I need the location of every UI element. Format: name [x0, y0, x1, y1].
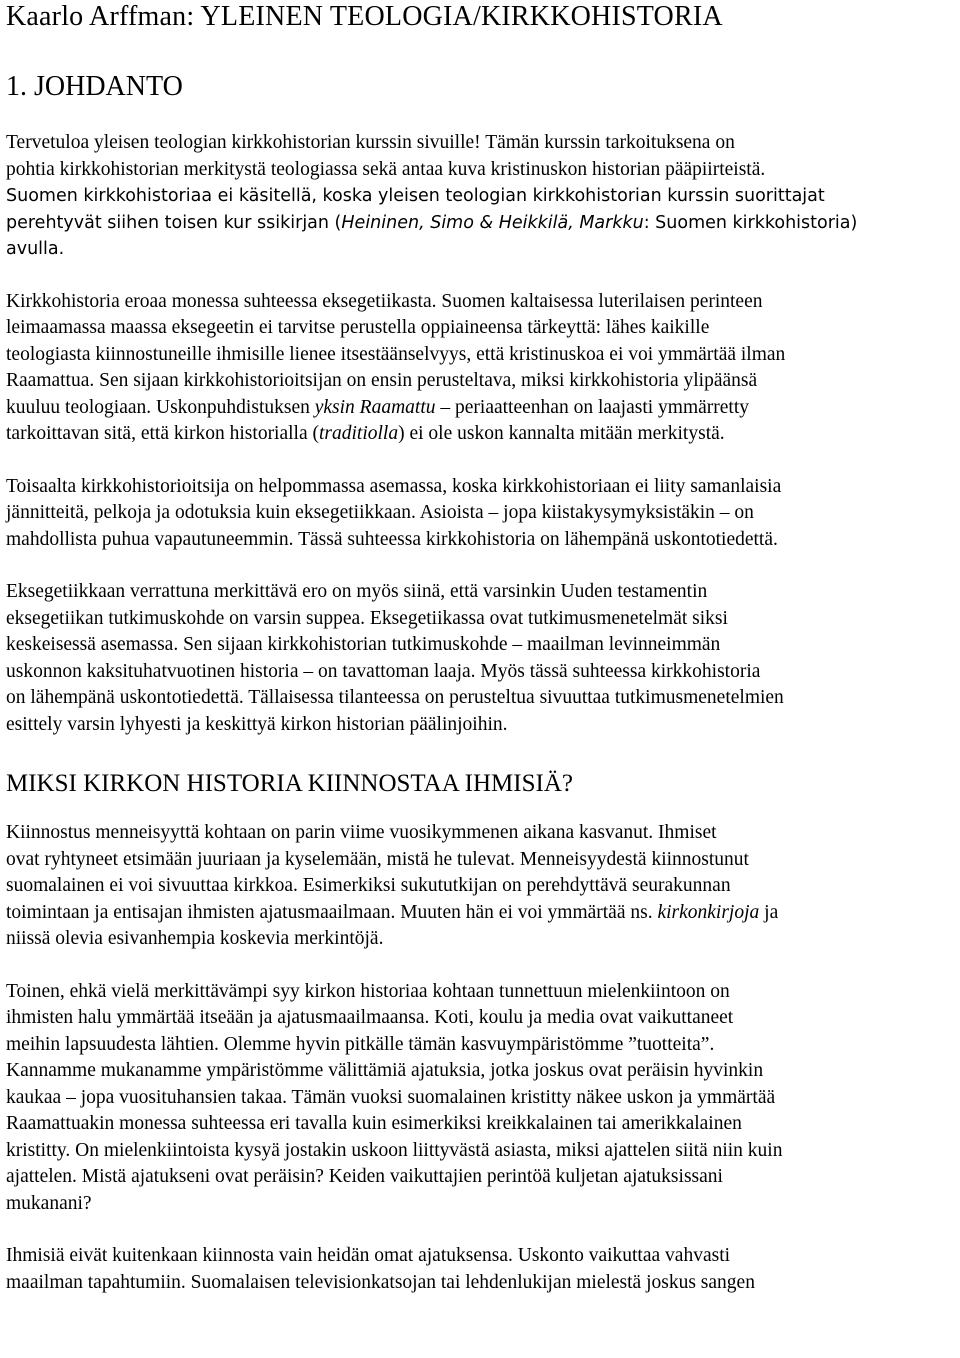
paragraph-intro	[6, 130, 958, 263]
document-title: Kaarlo Arffman: YLEINEN TEOLOGIA/KIRKKOHISTORIA	[6, 1, 723, 32]
text-line: mukanani?	[6, 1192, 92, 1214]
text-line: kuuluu teologiaan. Uskonpuhdistuksen yksin Raamattu – periaatteenhan on laajasti ymmärretty	[6, 396, 750, 418]
text-line: maailman tapahtumiin. Suomalaisen televisionkatsojan tai lehdenlukijan mielestä joskus sangen	[6, 1271, 755, 1293]
text-line: eksegetiikan tutkimuskohde on varsin suppea. Eksegetiikassa ovat tutkimusmenetelmät siksi	[6, 607, 728, 629]
paragraph-self-understanding	[6, 979, 958, 1218]
section-heading: 1. JOHDANTO	[6, 71, 183, 102]
text-line: on lähempänä uskontotiedettä. Tällaisessa tilanteessa on perusteltua sivuuttaa tutkimusmenetelmien	[6, 687, 784, 708]
text-line: kristitty. On mielenkiintoista kysyä jostakin uskoon liittyvästä asiasta, miksi ajattelen siitä niin kuin	[6, 1139, 783, 1161]
document-page	[6, 0, 958, 1296]
text-line: jännitteitä, pelkoja ja odotuksia kuin eksegetiikkaan. Asioista – jopa kiistakysymyksistäkin – on	[6, 502, 754, 523]
emphasis-text: kirkonkirjoja	[657, 901, 760, 923]
paragraph-world-events	[6, 1243, 958, 1296]
text-line: Toinen, ehkä vielä merkittävämpi syy kirkon historiaa kohtaan tunnettuun mielenkiintoon on	[6, 980, 730, 1002]
text-line: Eksegetiikkaan verrattuna merkittävä ero on myös siinä, että varsinkin Uuden testamentin	[6, 581, 708, 602]
text-line: Toisaalta kirkkohistorioitsija on helpommassa asemassa, koska kirkkohistoriaan ei liity samanlaisia	[6, 475, 782, 497]
paragraph-tensions	[6, 474, 958, 554]
text-line: ihmisten halu ymmärtää itseään ja ajatusmaailmaansa. Koti, koulu ja media ovat vaikuttaneet	[6, 1007, 734, 1028]
text-line: esittely varsin lyhyesti ja keskittyä kirkon historian päälinjoihin.	[6, 713, 508, 735]
text-line: Tervetuloa yleisen teologian kirkkohistorian kurssin sivuille! Tämän kurssin tarkoituksena on	[6, 132, 735, 153]
text-line: niissä olevia esivanhempia koskevia merkintöjä.	[6, 928, 384, 949]
paragraph-exegetics	[6, 289, 958, 448]
text-line: ovat ryhtyneet etsimään juuriaan ja kyselemään, mistä he tulevat. Menneisyydestä kiinnostunut	[6, 848, 749, 870]
text-line: leimaamassa maassa eksegeetin ei tarvitse perustella oppiaineensa tärkeyttä: lähes kaikille	[6, 317, 710, 338]
text-line: keskeisessä asemassa. Sen sijaan kirkkohistorian tutkimuskohde – maailman levinneimmän	[6, 634, 721, 655]
text-line: Kannamme mukanamme ympäristömme välittämiä ajatuksia, jotka joskus ovat peräisin hyvinkin	[6, 1060, 764, 1081]
text-line: uskonnon kaksituhatvuotinen historia – on tavattoman laaja. Myös tässä suhteessa kirkkohistoria	[6, 660, 761, 682]
text-line: perehtyvät siihen toisen kur ssikirjan (Heininen, Simo & Heikkilä, Markku: Suomen kirkkohistoria)	[6, 212, 858, 233]
text-line: kaukaa – jopa vuosituhansien takaa. Tämän vuoksi suomalainen kristitty näkee uskon ja ymmärtää	[6, 1086, 776, 1108]
text-line: ajattelen. Mistä ajatukseni ovat peräisin? Keiden vaikuttajien perintöä kuljetan ajatuksissani	[6, 1166, 723, 1187]
text-line: Raamattuakin monessa suhteessa eri tavalla kuin esimerkiksi kreikkalainen tai amerikkalainen	[6, 1113, 742, 1134]
text-line: Kirkkohistoria eroaa monessa suhteessa eksegetiikasta. Suomen kaltaisessa luterilaisen perinteen	[6, 290, 763, 312]
text-line: Suomen kirkkohistoriaa ei käsitellä, koska yleisen teologian kirkkohistorian kurssin suorittajat	[6, 186, 825, 206]
subheading: MIKSI KIRKON HISTORIA KIINNOSTAA IHMISIÄ?	[6, 770, 573, 797]
book-authors: Heininen, Simo & Heikkilä, Markku	[341, 212, 644, 233]
emphasis-text: traditiolla	[319, 423, 399, 444]
text-line: pohtia kirkkohistorian merkitystä teologiassa sekä antaa kuva kristinuskon historian pääpiirteistä.	[6, 158, 766, 180]
text-line: meihin lapsuudesta lähtien. Olemme hyvin pitkälle tämän kasvuympäristömme ”tuotteita”.	[6, 1033, 715, 1055]
text-line: mahdollista puhua vapautuneemmin. Tässä suhteessa kirkkohistoria on lähempänä uskontotiedettä.	[6, 528, 778, 550]
text-line: avulla.	[6, 239, 65, 259]
emphasis-text: yksin Raamattu	[314, 396, 436, 418]
text-line: Kiinnostus menneisyyttä kohtaan on parin viime vuosikymmenen aikana kasvanut. Ihmiset	[6, 822, 717, 843]
paragraph-interest	[6, 820, 958, 953]
text-line: tarkoittavan sitä, että kirkon historialla (traditiolla) ei ole uskon kannalta mitään merkitystä.	[6, 423, 725, 444]
paragraph-methods	[6, 579, 958, 738]
text-line: toimintaan ja entisajan ihmisten ajatusmaailmaan. Muuten hän ei voi ymmärtää ns. kirkonkirjoja ja	[6, 901, 779, 923]
text-line: teologiasta kiinnostuneille ihmisille lienee itsestäänselvyys, että kristinuskoa ei voi ymmärtää ilman	[6, 343, 786, 365]
text-line: suomalainen ei voi sivuuttaa kirkkoa. Esimerkiksi sukututkijan on perehdyttävä seurakunnan	[6, 875, 731, 896]
text-line: Ihmisiä eivät kuitenkaan kiinnosta vain heidän omat ajatuksensa. Uskonto vaikuttaa vahvasti	[6, 1245, 731, 1266]
text-line: Raamattua. Sen sijaan kirkkohistorioitsijan on ensin perusteltava, miksi kirkkohistoria ylipäänsä	[6, 370, 758, 391]
